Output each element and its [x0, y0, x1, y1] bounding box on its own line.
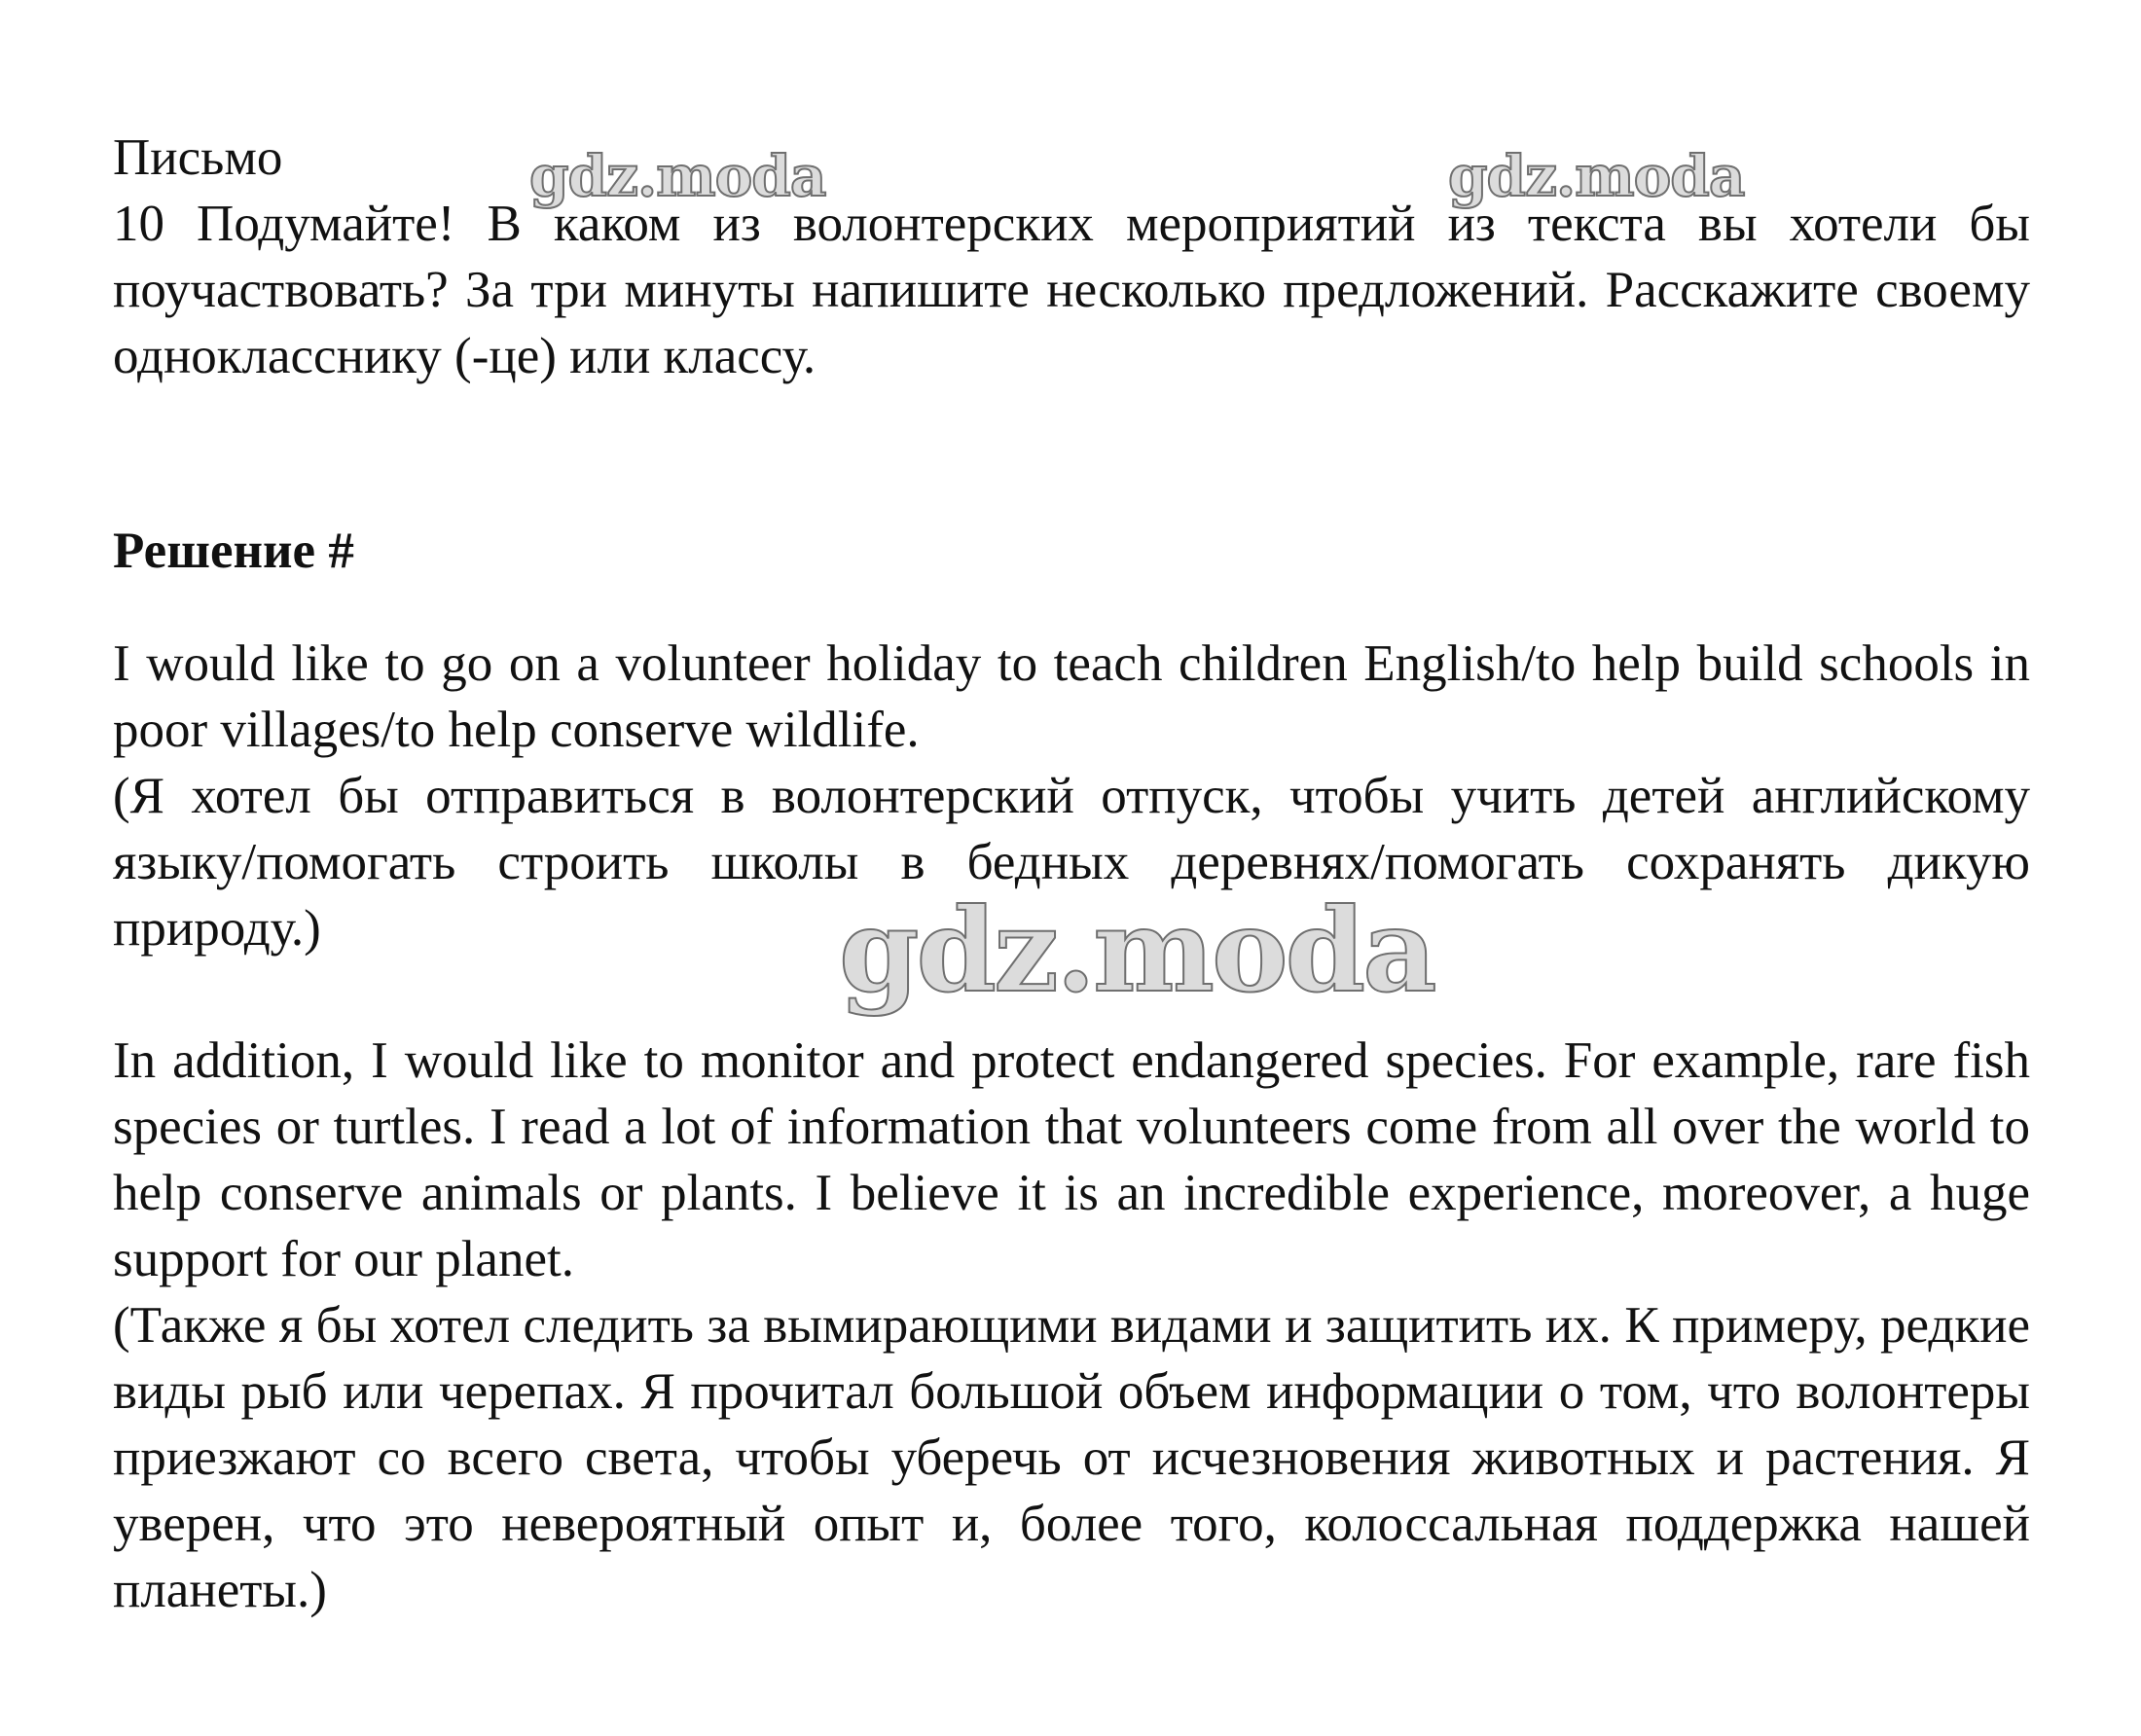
- spacer: [113, 584, 2030, 631]
- watermark-logo: gdz.moda: [1448, 143, 1745, 209]
- solution-heading: Решение #: [113, 523, 354, 579]
- solution-paragraph-ru-1: (Я хотел бы отправиться в волонтерский отпуск, чтобы учить детей английскому языку/помогать строить школы в бедных деревнях/помогать сохранять дикую природу.): [113, 768, 2030, 957]
- solution-paragraph-ru-2: (Также я бы хотел следить за вымирающими видами и защитить их. К примеру, редкие виды рыб или черепах. Я прочитал большой объем информации о том, что волонтеры приезжают со всего света, чтобы уберечь от исчезновения животных и растения. Я уверен, что это невероятный опыт и, более того, колоссальная поддержка нашей планеты.): [113, 1297, 2030, 1618]
- solution-paragraph-en-1: I would like to go on a volunteer holiday to teach children English/to help build schools in poor villages/to help conserve wildlife.: [113, 635, 2030, 758]
- watermark-logo: gdz.moda: [839, 883, 1434, 1018]
- solution-paragraph-en-2: In addition, I would like to monitor and protect endangered species. For example, rare fish species or turtles. I read a lot of information that volunteers come from all over the world to help conserve animals or plants. I believe it is an incredible experience, moreover, a huge support for our planet.: [113, 1032, 2030, 1287]
- task-text: 10 Подумайте! В каком из волонтерских мероприятий из текста вы хотели бы поучаствовать? За три минуты напишите несколько предложений. Расскажите своему однокласснику (-це) или классу.: [113, 196, 2030, 384]
- spacer: [113, 389, 2030, 518]
- watermark-logo: gdz.moda: [529, 143, 826, 209]
- spacer: [113, 961, 2030, 1028]
- task-heading: Письмо: [113, 129, 283, 186]
- document-page: [113, 125, 2030, 1623]
